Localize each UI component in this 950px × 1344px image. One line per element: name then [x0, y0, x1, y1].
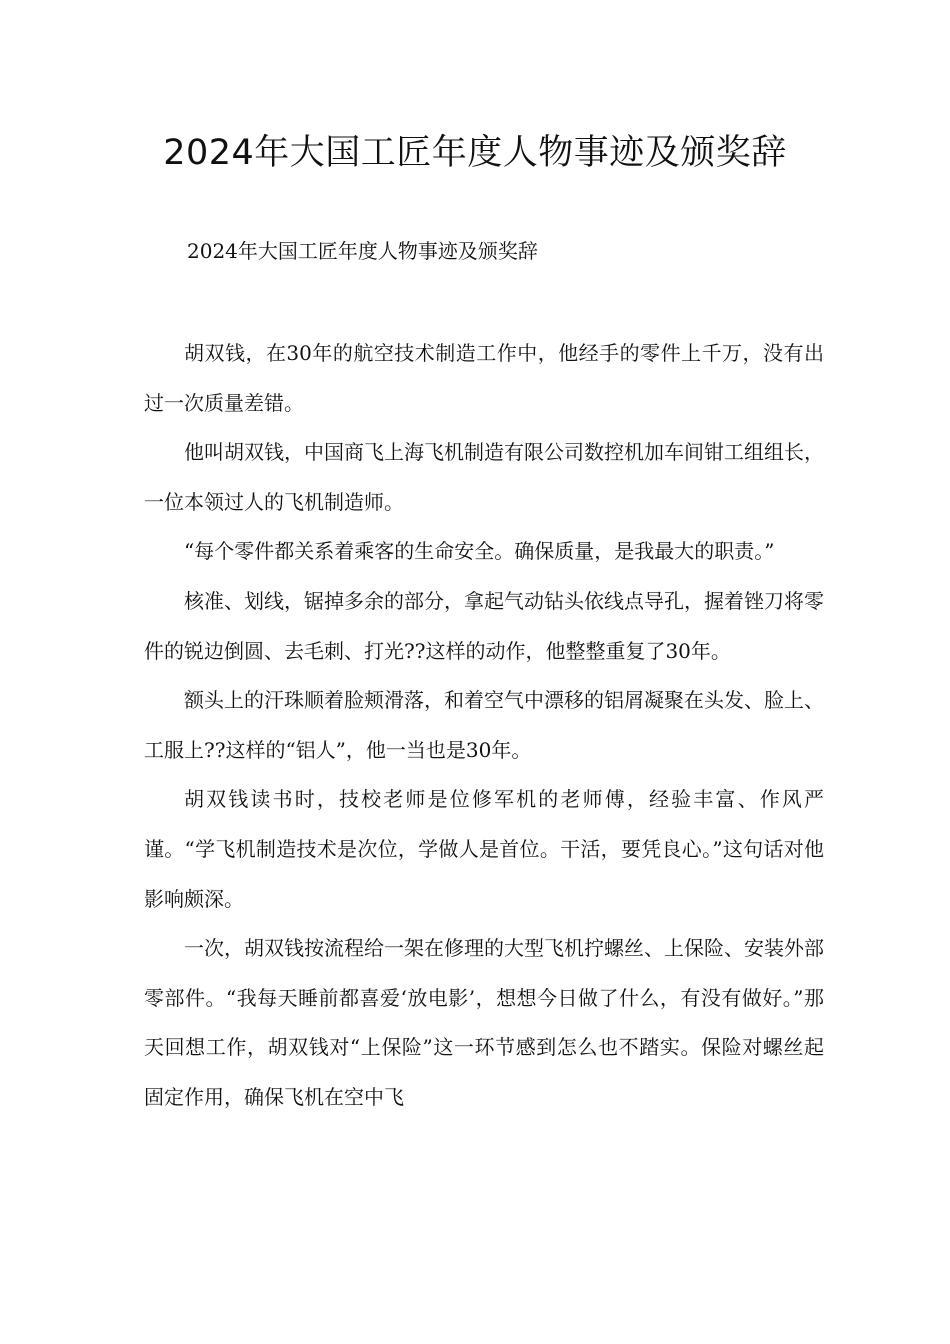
paragraph: “每个零件都关系着乘客的生命安全。确保质量，是我最大的职责。”: [184, 539, 775, 564]
paragraph: 胡双钱，在30年的航空技术制造工作中，他经手的零件上千万，没有出过一次质量差错。: [144, 341, 824, 415]
document-body: [144, 329, 824, 1123]
document-title: 2024年大国工匠年度人物事迹及颁奖辞: [163, 133, 787, 173]
paragraph: 他叫胡双钱，中国商飞上海飞机制造有限公司数控机加车间钳工组组长，一位本领过人的飞机制造师。: [144, 440, 824, 514]
document-subtitle: 2024年大国工匠年度人物事迹及颁奖辞: [187, 239, 538, 263]
paragraph: 胡双钱读书时，技校老师是位修军机的老师傅，经验丰富、作风严谨。“学飞机制造技术是次位，学做人是首位。干活，要凭良心。”这句话对他影响颇深。: [144, 787, 824, 911]
paragraph: 一次，胡双钱按流程给一架在修理的大型飞机拧螺丝、上保险、安装外部零部件。“我每天睡前都喜爱‘放电影’，想想今日做了什么，有没有做好。”那天回想工作，胡双钱对“上保险”这一环节感到怎么也不踏实。保险对螺丝起固定作用，确保飞机在空中飞: [144, 936, 824, 1109]
paragraph: 额头上的汗珠顺着脸颊滑落，和着空气中漂移的铝屑凝聚在头发、脸上、工服上??这样的“铝人”，他一当也是30年。: [144, 688, 824, 762]
paragraph: 核准、划线，锯掉多余的部分，拿起气动钻头依线点导孔，握着锉刀将零件的锐边倒圆、去毛刺、打光??这样的动作，他整整重复了30年。: [144, 588, 824, 663]
